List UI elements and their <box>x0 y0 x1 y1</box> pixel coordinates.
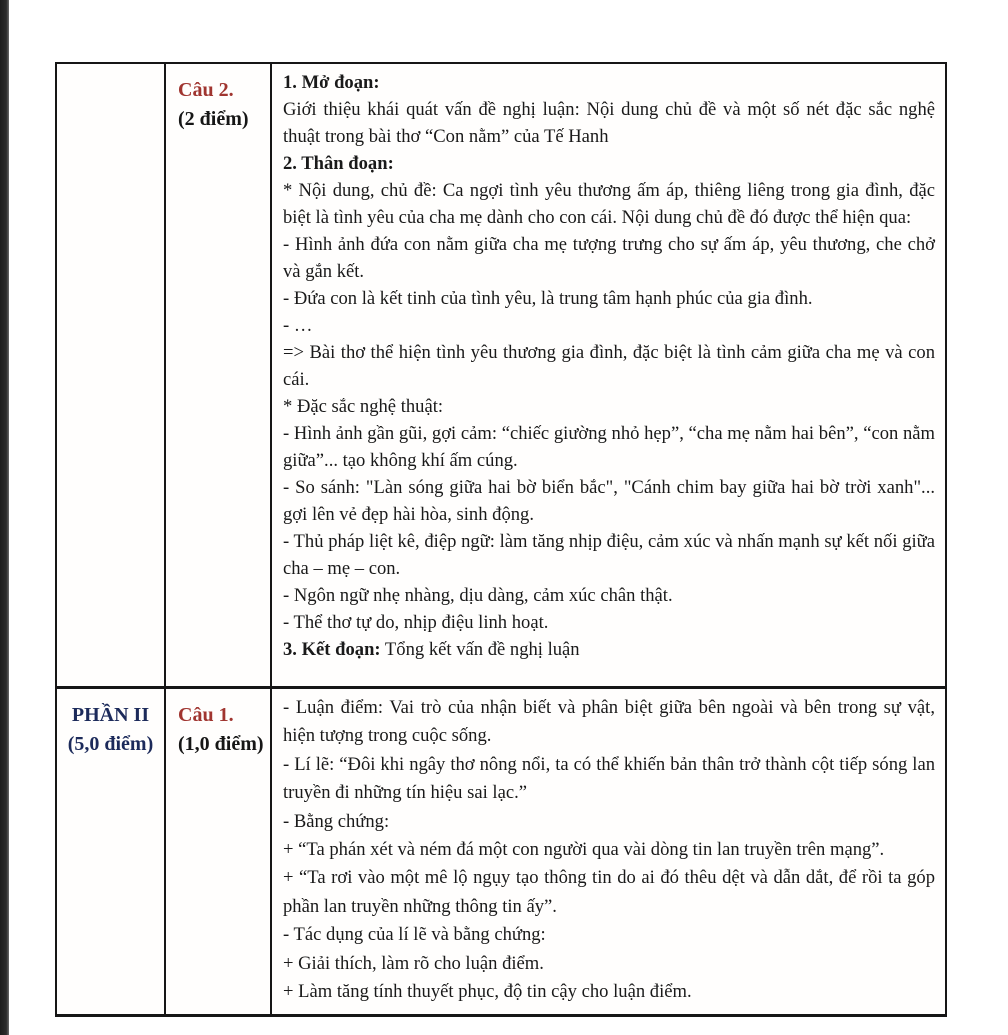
answer-paragraph: - Thể thơ tự do, nhịp điệu linh hoạt. <box>283 612 549 633</box>
question-label: Câu 2. <box>178 79 234 101</box>
rubric-table <box>55 62 947 1017</box>
question-cell <box>166 689 272 1014</box>
answer-paragraph: 2. Thân đoạn: <box>283 153 394 174</box>
answer-paragraph: Giới thiệu khái quát vấn đề nghị luận: Nội dung chủ đề và một số nét đặc sắc nghệ thuật trong bài thơ “Con nằm” của Tế Hanh <box>283 99 935 147</box>
answer-content <box>272 689 945 1014</box>
part-cell <box>57 689 166 1014</box>
answer-paragraph: 3. Kết đoạn: Tổng kết vấn đề nghị luận <box>283 639 580 660</box>
answer-paragraph: - Luận điểm: Vai trò của nhận biết và phân biệt giữa bên ngoài và bên trong sự vật, hiện tượng trong cuộc sống. <box>283 697 935 747</box>
answer-paragraph: - Hình ảnh đứa con nằm giữa cha mẹ tượng trưng cho sự ấm áp, yêu thương, che chở và gắn kết. <box>283 234 935 282</box>
answer-paragraph: - … <box>283 315 313 336</box>
answer-paragraph: - So sánh: "Làn sóng giữa hai bờ biển bắc", "Cánh chim bay giữa hai bờ trời xanh"... gợi lên vẻ đẹp hài hòa, sinh động. <box>283 477 935 525</box>
answer-content <box>272 64 945 686</box>
question-points: (2 điểm) <box>178 108 249 130</box>
answer-paragraph: - Hình ảnh gần gũi, gợi cảm: “chiếc giường nhỏ hẹp”, “cha mẹ nằm hai bên”, “con nằm giữa”... tạo không khí ấm cúng. <box>283 423 935 471</box>
part-cell <box>57 64 166 686</box>
answer-paragraph: - Đứa con là kết tinh của tình yêu, là trung tâm hạnh phúc của gia đình. <box>283 288 813 309</box>
answer-paragraph: + “Ta phán xét và ném đá một con người qua vài dòng tin lan truyền trên mạng”. <box>283 839 885 861</box>
answer-paragraph: - Thủ pháp liệt kê, điệp ngữ: làm tăng nhịp điệu, cảm xúc và nhấn mạnh sự kết nối giữa cha – mẹ – con. <box>283 531 935 579</box>
part-label: PHẦN II <box>71 704 150 726</box>
answer-paragraph: => Bài thơ thể hiện tình yêu thương gia đình, đặc biệt là tình cảm giữa cha mẹ và con cái. <box>283 342 935 390</box>
answer-paragraph: - Tác dụng của lí lẽ và bằng chứng: <box>283 924 546 946</box>
answer-paragraph: + Làm tăng tính thuyết phục, độ tin cậy cho luận điểm. <box>283 981 692 1003</box>
question-cell <box>166 64 272 686</box>
answer-paragraph: + “Ta rơi vào một mê lộ ngụy tạo thông tin do ai đó thêu dệt và dẫn dắt, để rồi ta góp phần lan truyền những thông tin ấy”. <box>283 867 935 917</box>
table-row <box>57 64 945 686</box>
answer-paragraph: - Bằng chứng: <box>283 810 390 832</box>
scan-edge-strip <box>0 0 9 1035</box>
question-points: (1,0 điểm) <box>178 733 264 755</box>
answer-paragraph: * Đặc sắc nghệ thuật: <box>283 396 444 417</box>
question-label: Câu 1. <box>178 704 234 726</box>
answer-paragraph: * Nội dung, chủ đề: Ca ngợi tình yêu thương ấm áp, thiêng liêng trong gia đình, đặc biệt là tình yêu của cha mẹ dành cho con cái. Nội dung chủ đề đó được thể hiện qua: <box>283 180 935 228</box>
answer-paragraph: - Ngôn ngữ nhẹ nhàng, dịu dàng, cảm xúc chân thật. <box>283 585 673 606</box>
answer-paragraph: - Lí lẽ: “Đôi khi ngây thơ nông nổi, ta có thể khiến bản thân trở thành cột tiếp sóng lan truyền đi những tín hiệu sai lạc.” <box>283 753 935 804</box>
answer-paragraph: + Giải thích, làm rõ cho luận điểm. <box>283 952 544 974</box>
table-row <box>57 686 945 1014</box>
part-points: (5,0 điểm) <box>67 733 154 755</box>
answer-paragraph: 1. Mở đoạn: <box>283 72 380 93</box>
